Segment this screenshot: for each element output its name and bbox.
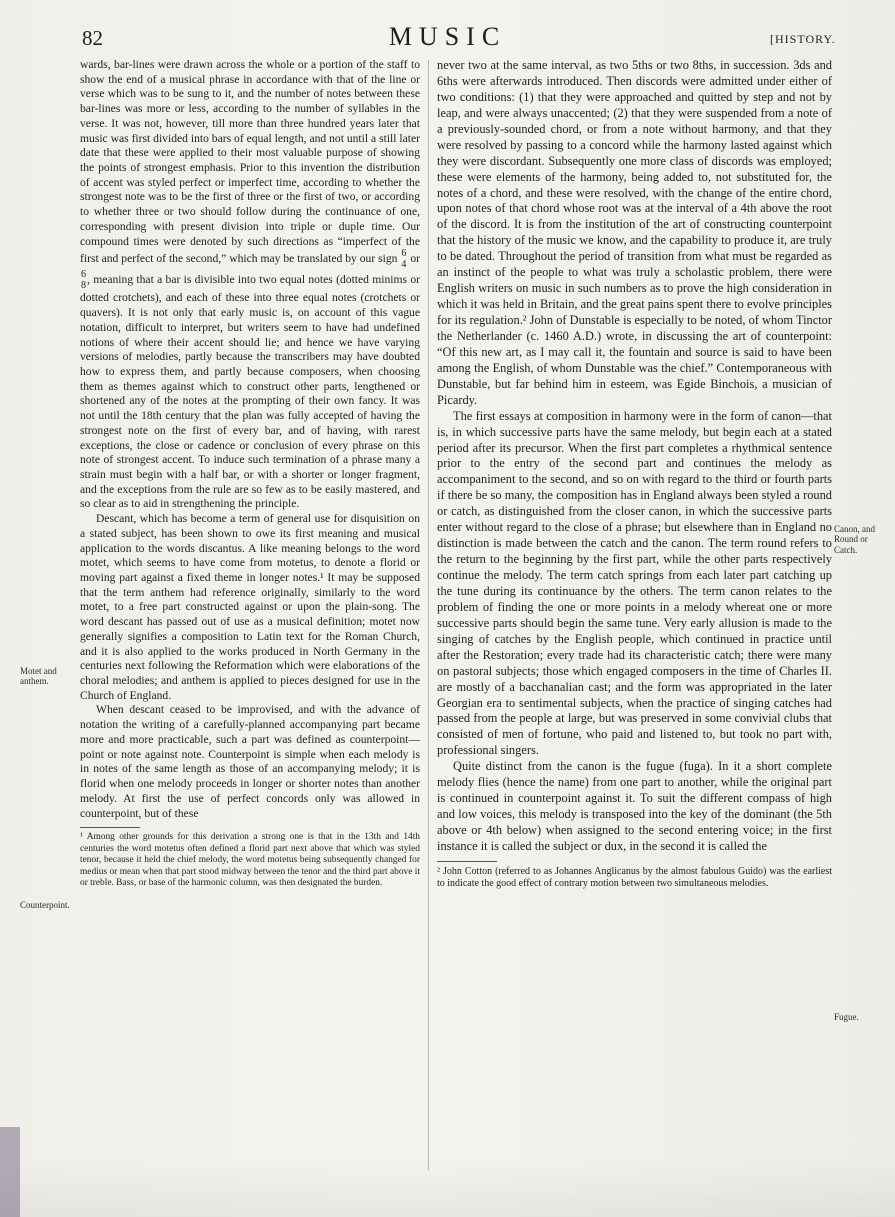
running-title: MUSIC (388, 22, 507, 51)
paragraph-canon: The first essays at composition in harmony were in the form of canon—that is, in which successive parts have the same melody, but begin each at a stated period after its precursor. When the first part completes a rhythmical sentence prior to the entry of the second part and continues the melody as accompaniment to the second, and so on with regard to the third or fourth parts if there be so many, the composition has in England always been styled a round or catch, as distinguished from the closer canon, in which the successive parts enter without regard to the close of a phrase; but elsewhere than in England no distinction is made between the catch and the canon. The term round refers to the return to the beginning by the first part, while the other parts respectively continue the melody. The term catch springs from each later part catching up the tune during its continuance by the others. The term canon relates to the problem of finding the one or more points in a melody whereat one or more successive parts should begin the same tune. Very early allusion is made to the singing of catches by the English people, which continued in practice until after the Restoration; every trade had its characteristic catch; there were many on pastoral subjects; those which engaged composers in the time of Charles II. are mostly of a bacchanalian cast; and the form was appropriated in the later Georgian era to sentimental subjects, when the practice of singing catches had passed from the people at large, but was preserved in some convivial clubs that consisted of men of fortune, who paid and listened to, but took no part with, professional singers. (437, 408, 832, 758)
page-header (0, 22, 895, 56)
page-bottom-shade (0, 1157, 895, 1217)
right-column (437, 58, 832, 891)
book-edge (0, 1127, 20, 1217)
paragraph-discords: never two at the same interval, as two 5ths or two 8ths, in succession. 3ds and 6ths were afterwards introduced. Then discords were admitted under either of two conditions: (1) that they were approached and quitted by step and not by leap, and were always unaccented; (2) that they were suspended from a note of a previously-sounded chord, or from a note without harmony, and that they were resolved by passing to a concord while the harmony lasted against which they were discordant. Subsequently one more class of discords was employed; these were elements of the harmony, being added to, not substituted for, the notes of a chord, and these were resolved, with the change of the entire chord, upon notes of that chord whose root was at the interval of a 4th above the root of the discord. It is from the institution of the art of constructing counterpoint that the history of the music we know, and the capability to produce it, are truly to be dated. Throughout the period of transition from what must be regarded as an instinct of the people to what was truly a scholastic problem, there were English writers on music in such numbers as to prove the high consideration in which it was held in Britain, and the great pains spent there to evolve principles for its regulation.² John of Dunstable is especially to be noted, of whom Tinctor the Netherlander (c. 1460 A.D.) wrote, in discussing the art of counterpoint: “Of this new art, as I may call it, the fountain and source is said to have been among the English, of whom Dunstable was the chief.” Contemporaneous with Dunstable, but far behind him in esteem, was Egide Binchois, a musician of Picardy. (437, 58, 832, 407)
paragraph-notation-text-b: , meaning that a bar is divisible into two equal notes (dotted minims or dotted crotchets), and each of these into three equal notes (crotchets or quavers). It is not only that early music is, on account of this vague notation, difficult to interpret, but writers seem to have had undefined notions of where their accent should lie; and hence we have varying versions of melodies, partly because the transcribers may have doubted how to express them, and partly because composers, when choosing them as themes against which to construct other parts, lengthened or shortened any of the notes at the prompting of their own fancy. It was not until the 18th century that the plan was fully accepted of having the strongest note on the first of every bar, and of having, with rarest exceptions, the close or cadence or conclusion of every phrase on this note of strongest accent. To induce such termination of a phrase many a strain must begin with a half bar, or with a shorter or longer fragment, and the exceptions from the rule are so few as to be easily mastered, and so clear as to aid in strengthening the principle. (80, 273, 420, 511)
sidenote-counterpoint: Counterpoint. (20, 900, 70, 910)
time-signature-6-4: 6 4 (401, 248, 407, 270)
fraction-or: or (410, 252, 420, 266)
sidenote-motet: Motet and anthem. (20, 666, 57, 687)
paragraph-notation (80, 58, 420, 512)
page-number: 82 (82, 26, 103, 50)
paragraph-descant: Descant, which has become a term of general use for disquisition on a stated subject, has been shown to owe its first meaning and musical application to the words discantus. A like meaning belongs to the word motet, which seems to have come from motetus, to denote a florid or moving part against a fixed theme in longer notes.¹ It may be supposed that the term anthem had reference originally, similarly to the word motet, to a free part constructed against or upon the plain-song. The word descant has passed out of use as a musical definition; motet now generally signifies a composition to Latin text for the Roman Church, and it is also applied to the works produced in North Germany in the centuries next following the Reformation which were elaborations of the choral melodies; and anthem is applied to pieces designed for use in the Church of England. (80, 512, 420, 702)
paragraph-counterpoint: When descant ceased to be improvised, and with the advance of notation the writing of a carefully-planned accompanying part became more and more practicable, such a part was defined as counterpoint—point or note against note. Counterpoint is simple when each melody is in notes of the same length as those of an accompanying melody; it is florid when one melody proceeds in longer or shorter notes than another melody. At first the use of perfect concords only was allowed in counterpoint, but of these (80, 703, 420, 820)
footnote-1: ¹ Among other grounds for this derivation a strong one is that in the 13th and 14th centuries the word motetus often defined a florid part next above that which was styled tenor, because it held the chief melody, the word motetus being subsequently changed for medius or mean when that part stood midway between the tenor and the third part above it or treble. Bass, or base of the harmonic column, was then designated the burden. (80, 832, 420, 889)
left-column (80, 58, 420, 890)
sidenote-fugue: Fugue. (834, 1012, 859, 1022)
paragraph-fugue: Quite distinct from the canon is the fugue (fuga). In it a short complete melody flies (hence the name) from one part to another, while the original part is continued in counterpoint against it. To suit the different compass of high and low voices, this melody is transposed into the key of the dominant (the 5th above or 4th below) when assigned to the second entering voice; in the first instance it is called the subject or dux, in the second it is called the (437, 759, 832, 853)
footnote-2: ² John Cotton (referred to as Johannes Anglicanus by the almost fabulous Guido) was the earliest to indicate the good effect of contrary motion between two simultaneous melodies. (437, 865, 832, 890)
paragraph-notation-text-a: wards, bar-lines were drawn across the whole or a portion of the staff to show the end of a musical phrase in accordance with that of the line or verse which was to be sung to it, and the number of notes between these bar-lines was more or less, according to the number of syllables in the verse. It was not, however, till more than three hundred years later that music was first divided into bars of equal length, and not until a still later date that these were applied to their most valuable purpose of showing the points of strongest emphasis. Prior to this invention the distribution of accent was styled perfect or imperfect time, according to whether the strongest note was to be the first of three or the first of two, or according to whether three or two should follow during the continuance of one, corresponding with present division into triple or duple time. Our compound times were denoted by such directions as “imperfect of the first and perfect of the second,” which may be translated by our sign (80, 58, 420, 266)
sidenote-canon: Canon, and Round or Catch. (834, 524, 875, 555)
footnote-separator (80, 827, 140, 828)
footnote-separator-right (437, 861, 497, 862)
column-divider (428, 60, 429, 1170)
section-tag: [HISTORY. (770, 32, 836, 46)
time-signature-6-8: 6 8 (81, 269, 86, 291)
